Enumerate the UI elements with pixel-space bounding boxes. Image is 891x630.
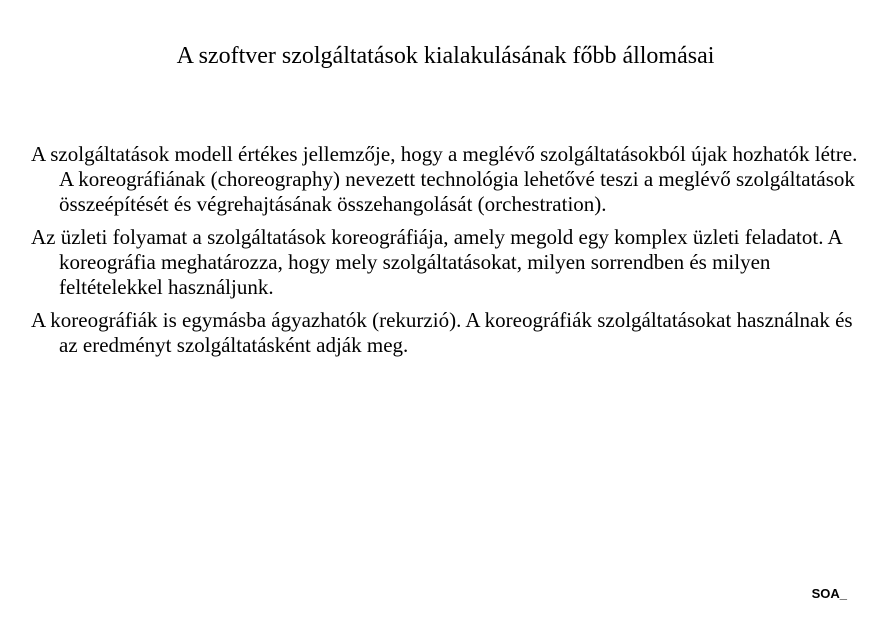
slide-body	[31, 142, 861, 366]
paragraph-3: A koreográfiák is egymásba ágyazhatók (rekurzió). A koreográfiák szolgáltatásokat használnak és az eredményt szolgáltatásként adják meg.	[31, 308, 853, 357]
footer-label: SOA_	[811, 586, 847, 601]
slide-title: A szoftver szolgáltatások kialakulásának főbb állomásai	[176, 43, 715, 69]
paragraph-2: Az üzleti folyamat a szolgáltatások koreográfiája, amely megold egy komplex üzleti feladatot. A koreográfia meghatározza, hogy mely szolgáltatásokat, milyen sorrendben és milyen feltételekkel használjunk.	[31, 225, 842, 299]
paragraph-1: A szolgáltatások modell értékes jellemzője, hogy a meglévő szolgáltatásokból újak hozhatók létre. A koreográfiának (choreography) nevezett technológia lehetővé teszi a meglévő szolgáltatások összeépítését és végrehajtásának összehangolását (orchestration).	[31, 142, 858, 216]
